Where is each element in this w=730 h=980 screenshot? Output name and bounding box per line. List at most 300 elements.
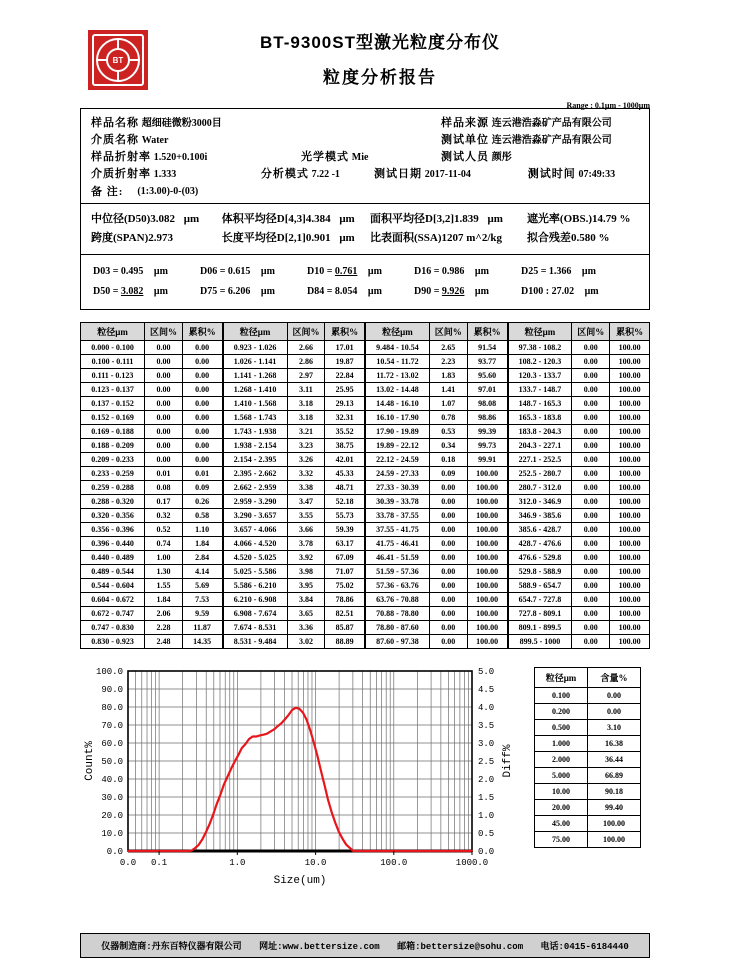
d-value-number: 0.761 [334, 266, 358, 277]
table-cell: 55.73 [325, 509, 365, 523]
table-cell: 428.7 - 476.6 [508, 537, 572, 551]
table-row [508, 509, 650, 523]
table-cell: 75.00 [535, 832, 588, 848]
table-cell: 14.35 [182, 635, 222, 649]
table-cell: 0.440 - 0.489 [81, 551, 145, 565]
table-cell: 95.60 [467, 369, 507, 383]
table-cell: 0.00 [572, 341, 610, 355]
table-row [508, 369, 650, 383]
table-cell: 85.87 [325, 621, 365, 635]
table-cell: 2.66 [287, 341, 325, 355]
table-row [366, 579, 508, 593]
y-axis-tick-label: 50.0 [101, 757, 123, 767]
d-value-cell [521, 262, 628, 282]
footer-manufacturer: 仪器制造商:丹东百特仪器有限公司 [101, 942, 242, 952]
volume-mean-label: 体积平均径D[4,3] [221, 213, 306, 225]
median-value: 3.082 [150, 213, 176, 225]
table-cell: 1.000 [535, 736, 588, 752]
table-row [508, 355, 650, 369]
d-value-unit: μm [365, 266, 382, 277]
table-cell: 0.00 [572, 551, 610, 565]
d-value-number: 0.615 [227, 266, 251, 277]
table-row [366, 411, 508, 425]
table-cell: 1.026 - 1.141 [223, 355, 287, 369]
remark-value: (1:3.00)-0-(03) [137, 186, 199, 197]
table-cell: 32.31 [325, 411, 365, 425]
table-cell: 67.09 [325, 551, 365, 565]
table-row [223, 355, 365, 369]
table-cell: 9.484 - 10.54 [366, 341, 430, 355]
table-cell: 16.10 - 17.90 [366, 411, 430, 425]
distribution-table-2 [223, 322, 366, 649]
y2-axis-tick-label: 5.0 [478, 667, 495, 677]
table-row [81, 621, 223, 635]
table-cell: 88.89 [325, 635, 365, 649]
table-row [366, 369, 508, 383]
table-row [223, 607, 365, 621]
column-header: 粒径μm [366, 323, 430, 341]
table-cell: 30.39 - 33.78 [366, 495, 430, 509]
table-cell: 1.743 - 1.938 [223, 425, 287, 439]
table-cell: 0.00 [145, 369, 183, 383]
report-footer [80, 933, 650, 958]
summary-table [534, 667, 641, 848]
table-cell: 22.12 - 24.59 [366, 453, 430, 467]
table-row [366, 621, 508, 635]
table-cell: 0.111 - 0.123 [81, 369, 145, 383]
table-cell: 37.55 - 41.75 [366, 523, 430, 537]
table-cell: 0.288 - 0.320 [81, 495, 145, 509]
table-cell: 0.00 [572, 467, 610, 481]
column-header: 区间% [287, 323, 325, 341]
y-axis-tick-label: 0.0 [106, 847, 123, 857]
table-cell: 100.00 [588, 816, 641, 832]
table-cell: 100.00 [610, 551, 650, 565]
table-cell: 0.00 [429, 579, 467, 593]
table-cell: 10.00 [535, 784, 588, 800]
ssa-value: 1207 m^2/kg [441, 232, 502, 244]
table-row [81, 565, 223, 579]
table-cell: 3.95 [287, 579, 325, 593]
sample-ri-value: 1.520+0.100i [153, 152, 208, 163]
table-cell: 100.00 [610, 481, 650, 495]
table-row [366, 425, 508, 439]
footer-email: 邮箱:bettersize@sohu.com [397, 942, 524, 952]
table-cell: 5.69 [182, 579, 222, 593]
d-value-cell [200, 262, 307, 282]
table-cell: 2.84 [182, 551, 222, 565]
table-row [508, 551, 650, 565]
table-cell: 0.00 [182, 439, 222, 453]
table-cell: 100.00 [610, 467, 650, 481]
analysis-model-value: 7.22 -1 [311, 169, 340, 180]
table-cell: 100.00 [588, 832, 641, 848]
table-cell: 3.26 [287, 453, 325, 467]
table-cell: 100.00 [610, 607, 650, 621]
table-row [223, 621, 365, 635]
table-cell: 0.00 [572, 523, 610, 537]
y-axis-tick-label: 30.0 [101, 793, 123, 803]
table-cell: 100.00 [610, 341, 650, 355]
table-row [223, 579, 365, 593]
table-cell: 385.6 - 428.7 [508, 523, 572, 537]
table-cell: 1.84 [145, 593, 183, 607]
table-cell: 0.00 [182, 383, 222, 397]
table-row [508, 425, 650, 439]
d-value-number: 9.926 [441, 286, 465, 297]
table-row [366, 635, 508, 649]
table-row [508, 635, 650, 649]
table-cell: 280.7 - 312.0 [508, 481, 572, 495]
table-cell: 4.520 - 5.025 [223, 551, 287, 565]
table-cell: 42.01 [325, 453, 365, 467]
table-cell: 0.544 - 0.604 [81, 579, 145, 593]
table-row [223, 425, 365, 439]
d-value-unit: μm [151, 266, 168, 277]
table-cell: 99.73 [467, 439, 507, 453]
medium-ri-label: 介质折射率 [91, 168, 151, 180]
table-cell: 0.53 [429, 425, 467, 439]
column-header: 粒径μm [508, 323, 572, 341]
table-cell: 27.33 - 30.39 [366, 481, 430, 495]
table-cell: 227.1 - 252.5 [508, 453, 572, 467]
table-cell: 133.7 - 148.7 [508, 383, 572, 397]
y2-axis-tick-label: 1.0 [478, 811, 495, 821]
table-cell: 87.60 - 97.38 [366, 635, 430, 649]
remark-label: 备 注: [91, 186, 124, 198]
y2-axis-tick-label: 0.0 [478, 847, 495, 857]
table-cell: 0.489 - 0.544 [81, 565, 145, 579]
table-row [81, 537, 223, 551]
span-value: 2.973 [148, 232, 173, 244]
table-cell: 97.01 [467, 383, 507, 397]
table-cell: 38.75 [325, 439, 365, 453]
table-cell: 0.123 - 0.137 [81, 383, 145, 397]
analysis-model-label: 分析模式 [260, 168, 309, 180]
table-cell: 63.76 - 70.88 [366, 593, 430, 607]
table-row [223, 439, 365, 453]
table-cell: 0.00 [572, 579, 610, 593]
table-cell: 59.39 [325, 523, 365, 537]
table-row [81, 453, 223, 467]
table-cell: 100.00 [467, 537, 507, 551]
test-time-value: 07:49:33 [578, 169, 616, 180]
table-row [535, 832, 641, 848]
sample-source-value: 连云港浩淼矿产品有限公司 [491, 118, 612, 129]
d-value-unit: μm [151, 286, 168, 297]
table-cell: 3.38 [287, 481, 325, 495]
table-row [366, 467, 508, 481]
table-cell: 100.00 [610, 453, 650, 467]
table-row [223, 453, 365, 467]
table-cell: 100.00 [610, 355, 650, 369]
table-cell: 3.78 [287, 537, 325, 551]
d-values-section [81, 255, 649, 309]
table-cell: 100.00 [610, 579, 650, 593]
table-row [508, 411, 650, 425]
d-value-number: 0.495 [120, 266, 144, 277]
d-value-cell [307, 282, 414, 302]
table-cell: 0.00 [182, 369, 222, 383]
table-row [366, 383, 508, 397]
table-cell: 2.395 - 2.662 [223, 467, 287, 481]
table-cell: 100.00 [610, 635, 650, 649]
length-mean-label: 长度平均径D[2,1] [221, 232, 306, 244]
table-cell: 97.38 - 108.2 [508, 341, 572, 355]
distribution-table-1 [80, 322, 223, 649]
distribution-chart [80, 661, 520, 891]
table-row [81, 551, 223, 565]
table-cell: 100.00 [467, 565, 507, 579]
table-cell: 2.06 [145, 607, 183, 621]
table-cell: 2.959 - 3.290 [223, 495, 287, 509]
residual-value: 0.580 % [570, 232, 610, 244]
table-row [508, 439, 650, 453]
table-cell: 3.92 [287, 551, 325, 565]
table-cell: 1.07 [429, 397, 467, 411]
table-cell: 100.00 [467, 481, 507, 495]
table-row [508, 565, 650, 579]
table-cell: 0.209 - 0.233 [81, 453, 145, 467]
column-header: 累积% [610, 323, 650, 341]
statistics-row [91, 210, 649, 229]
table-cell: 0.100 [535, 688, 588, 704]
table-header-row [81, 323, 223, 341]
table-row [535, 704, 641, 720]
y-axis-tick-label: 20.0 [101, 811, 123, 821]
report-header [80, 24, 650, 110]
d-value-label: D10 = [307, 266, 335, 277]
table-cell: 0.259 - 0.288 [81, 481, 145, 495]
test-unit-value: 连云港浩淼矿产品有限公司 [491, 135, 612, 146]
statistics-row [91, 229, 649, 248]
table-row [366, 509, 508, 523]
d-value-number: 6.206 [227, 286, 251, 297]
table-cell: 0.09 [182, 481, 222, 495]
table-cell: 0.58 [182, 509, 222, 523]
table-row [508, 523, 650, 537]
y2-axis-tick-label: 1.5 [478, 793, 495, 803]
table-cell: 5.586 - 6.210 [223, 579, 287, 593]
table-row [81, 369, 223, 383]
table-cell: 3.55 [287, 509, 325, 523]
table-cell: 3.47 [287, 495, 325, 509]
table-cell: 3.18 [287, 411, 325, 425]
table-cell: 1.410 - 1.568 [223, 397, 287, 411]
table-cell: 100.00 [610, 523, 650, 537]
table-cell: 100.00 [610, 593, 650, 607]
table-cell: 52.18 [325, 495, 365, 509]
d-value-label: D25 = [521, 266, 549, 277]
y-axis-label: Count% [84, 741, 96, 781]
table-cell: 0.233 - 0.259 [81, 467, 145, 481]
table-cell: 100.00 [467, 495, 507, 509]
table-row [81, 355, 223, 369]
table-cell: 3.98 [287, 565, 325, 579]
page-title: BT-9300ST型激光粒度分布仪 [260, 33, 500, 52]
table-row [535, 816, 641, 832]
sample-source-label: 样品来源 [441, 117, 489, 129]
table-cell: 0.500 [535, 720, 588, 736]
table-cell: 11.87 [182, 621, 222, 635]
table-cell: 91.54 [467, 341, 507, 355]
x-axis-tick-label: 0.0 [119, 858, 137, 868]
table-cell: 100.00 [610, 439, 650, 453]
table-cell: 3.66 [287, 523, 325, 537]
table-row [223, 369, 365, 383]
table-cell: 2.662 - 2.959 [223, 481, 287, 495]
table-cell: 120.3 - 133.7 [508, 369, 572, 383]
table-row [81, 383, 223, 397]
medium-name-value: Water [141, 135, 169, 146]
y2-axis-tick-label: 3.0 [478, 739, 495, 749]
table-cell: 1.84 [182, 537, 222, 551]
table-cell: 2.000 [535, 752, 588, 768]
table-cell: 2.48 [145, 635, 183, 649]
table-cell: 0.00 [145, 341, 183, 355]
table-cell: 100.00 [467, 593, 507, 607]
d-value-unit: μm [472, 266, 489, 277]
table-cell: 3.290 - 3.657 [223, 509, 287, 523]
table-row [366, 481, 508, 495]
table-cell: 0.00 [572, 537, 610, 551]
table-row [508, 467, 650, 481]
table-cell: 0.00 [429, 621, 467, 635]
table-cell: 7.53 [182, 593, 222, 607]
table-cell: 100.00 [467, 607, 507, 621]
test-time-label: 测试时间 [527, 168, 576, 180]
table-cell: 0.00 [429, 523, 467, 537]
table-cell: 4.14 [182, 565, 222, 579]
table-cell: 312.0 - 346.9 [508, 495, 572, 509]
table-cell: 3.10 [588, 720, 641, 736]
table-cell: 0.604 - 0.672 [81, 593, 145, 607]
table-cell: 204.3 - 227.1 [508, 439, 572, 453]
d-value-label: D50 = [93, 286, 121, 297]
d-value-unit: μm [472, 286, 489, 297]
table-cell: 3.36 [287, 621, 325, 635]
table-row [81, 341, 223, 355]
d-value-unit: μm [365, 286, 382, 297]
table-row [508, 397, 650, 411]
table-cell: 13.02 - 14.48 [366, 383, 430, 397]
column-header: 含量% [588, 668, 641, 688]
table-cell: 100.00 [467, 551, 507, 565]
optical-model-value: Mie [351, 152, 369, 163]
table-cell: 100.00 [467, 523, 507, 537]
length-mean-unit: μm [339, 232, 355, 244]
y-axis-tick-label: 40.0 [101, 775, 123, 785]
table-cell: 0.78 [429, 411, 467, 425]
table-row [508, 593, 650, 607]
obscuration-label: 遮光率(OBS.) [526, 213, 593, 225]
table-cell: 0.137 - 0.152 [81, 397, 145, 411]
table-row [81, 607, 223, 621]
info-box [80, 108, 650, 310]
table-cell: 2.154 - 2.395 [223, 453, 287, 467]
table-row [81, 411, 223, 425]
table-cell: 70.88 - 78.80 [366, 607, 430, 621]
d-value-unit: μm [258, 266, 275, 277]
d-value-label: D16 = [414, 266, 442, 277]
table-cell: 14.48 - 16.10 [366, 397, 430, 411]
table-cell: 252.5 - 280.7 [508, 467, 572, 481]
table-cell: 0.356 - 0.396 [81, 523, 145, 537]
table-cell: 0.00 [145, 383, 183, 397]
table-cell: 0.00 [429, 537, 467, 551]
table-row [366, 607, 508, 621]
table-cell: 0.00 [588, 688, 641, 704]
table-cell: 1.55 [145, 579, 183, 593]
length-mean-value: 0.901 [305, 232, 331, 244]
statistics-section [81, 204, 649, 254]
table-cell: 57.36 - 63.76 [366, 579, 430, 593]
column-header: 累积% [467, 323, 507, 341]
table-row [535, 688, 641, 704]
table-cell: 100.00 [610, 425, 650, 439]
d-value-cell [414, 282, 521, 302]
table-cell: 0.00 [145, 453, 183, 467]
table-cell: 3.32 [287, 467, 325, 481]
table-cell: 0.00 [429, 481, 467, 495]
table-row [366, 355, 508, 369]
table-row [508, 341, 650, 355]
table-row [366, 537, 508, 551]
table-cell: 0.00 [182, 355, 222, 369]
table-cell: 3.18 [287, 397, 325, 411]
x-axis-tick-label: 0.1 [150, 858, 168, 868]
table-cell: 6.908 - 7.674 [223, 607, 287, 621]
y2-axis-tick-label: 2.5 [478, 757, 495, 767]
table-row [81, 635, 223, 649]
table-row [535, 720, 641, 736]
table-cell: 3.02 [287, 635, 325, 649]
sample-info-section [81, 109, 649, 203]
y2-axis-tick-label: 4.5 [478, 685, 495, 695]
table-row [366, 495, 508, 509]
table-cell: 36.44 [588, 752, 641, 768]
table-cell: 183.8 - 204.3 [508, 425, 572, 439]
table-cell: 29.13 [325, 397, 365, 411]
table-cell: 5.000 [535, 768, 588, 784]
volume-mean-value: 4.384 [305, 213, 331, 225]
column-header: 区间% [572, 323, 610, 341]
table-cell: 0.169 - 0.188 [81, 425, 145, 439]
table-row [81, 439, 223, 453]
operator-label: 测试人员 [441, 151, 489, 163]
table-cell: 0.00 [572, 355, 610, 369]
table-cell: 0.00 [182, 425, 222, 439]
table-row [81, 509, 223, 523]
info-row [81, 149, 649, 166]
table-cell: 1.41 [429, 383, 467, 397]
table-cell: 19.87 [325, 355, 365, 369]
table-row [223, 383, 365, 397]
table-cell: 17.90 - 19.89 [366, 425, 430, 439]
table-cell: 75.02 [325, 579, 365, 593]
table-cell: 0.00 [572, 481, 610, 495]
table-cell: 0.00 [182, 397, 222, 411]
table-row [81, 593, 223, 607]
table-cell: 78.86 [325, 593, 365, 607]
y2-axis-tick-label: 2.0 [478, 775, 495, 785]
table-cell: 0.00 [572, 369, 610, 383]
d-value-label: D75 = [200, 286, 228, 297]
y2-axis-tick-label: 4.0 [478, 703, 495, 713]
table-cell: 0.00 [572, 565, 610, 579]
d-value-unit: μm [579, 266, 596, 277]
table-cell: 0.923 - 1.026 [223, 341, 287, 355]
